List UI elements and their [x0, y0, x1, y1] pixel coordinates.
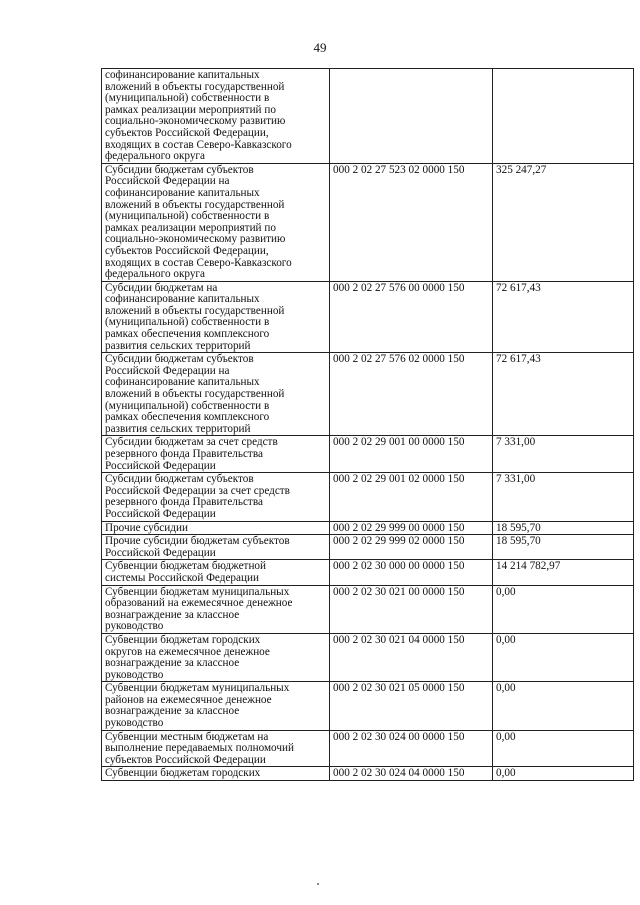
budget-code-cell: 000 2 02 30 024 04 0000 150	[330, 767, 493, 781]
amount-cell: 0,00	[493, 682, 634, 730]
table-row	[102, 436, 634, 473]
table-row	[102, 535, 634, 560]
amount-cell: 0,00	[493, 730, 634, 767]
table-row	[102, 163, 634, 281]
table-row	[102, 69, 634, 164]
budget-code-cell	[330, 69, 493, 164]
table-row	[102, 521, 634, 535]
budget-code-cell: 000 2 02 30 021 05 0000 150	[330, 682, 493, 730]
revenue-name-cell: Субвенции бюджетам муниципальных образований на ежемесячное денежное вознаграждение за классное руководство	[102, 585, 330, 633]
table-row	[102, 585, 634, 633]
budget-revenue-table	[101, 68, 634, 781]
amount-cell: 7 331,00	[493, 473, 634, 521]
budget-code-cell: 000 2 02 29 001 00 0000 150	[330, 436, 493, 473]
amount-cell: 325 247,27	[493, 163, 634, 281]
revenue-name-cell: Субвенции бюджетам бюджетной системы Российской Федерации	[102, 560, 330, 585]
table-row	[102, 281, 634, 353]
revenue-name-cell: Субвенции бюджетам городских округов на ежемесячное денежное вознаграждение за классное руководство	[102, 633, 330, 681]
revenue-name-cell: Субвенции бюджетам городских	[102, 767, 330, 781]
scan-speck	[317, 883, 319, 885]
budget-code-cell: 000 2 02 27 576 00 0000 150	[330, 281, 493, 353]
budget-code-cell: 000 2 02 29 999 00 0000 150	[330, 521, 493, 535]
amount-cell: 72 617,43	[493, 353, 634, 436]
budget-code-cell: 000 2 02 30 021 04 0000 150	[330, 633, 493, 681]
budget-code-cell: 000 2 02 29 001 02 0000 150	[330, 473, 493, 521]
budget-code-cell: 000 2 02 27 576 02 0000 150	[330, 353, 493, 436]
budget-code-cell: 000 2 02 30 024 00 0000 150	[330, 730, 493, 767]
budget-code-cell: 000 2 02 30 021 00 0000 150	[330, 585, 493, 633]
amount-cell: 72 617,43	[493, 281, 634, 353]
budget-code-cell: 000 2 02 29 999 02 0000 150	[330, 535, 493, 560]
table-row	[102, 473, 634, 521]
revenue-name-cell: Субсидии бюджетам субъектов Российской Федерации за счет средств резервного фонда Правительства Российской Федерации	[102, 473, 330, 521]
revenue-name-cell: Субсидии бюджетам за счет средств резервного фонда Правительства Российской Федерации	[102, 436, 330, 473]
table-row	[102, 682, 634, 730]
amount-cell: 18 595,70	[493, 535, 634, 560]
amount-cell: 0,00	[493, 767, 634, 781]
table-row	[102, 353, 634, 436]
amount-cell: 18 595,70	[493, 521, 634, 535]
table-row	[102, 730, 634, 767]
revenue-name-cell: Субвенции бюджетам муниципальных районов на ежемесячное денежное вознаграждение за классное руководство	[102, 682, 330, 730]
table-row	[102, 633, 634, 681]
page-number: 49	[313, 40, 327, 55]
table-row	[102, 767, 634, 781]
revenue-name-cell: софинансирование капитальных вложений в объекты государственной (муниципальной) собственности в рамках реализации мероприятий по социально-экономическому развитию субъектов Российской Федерации, входящих в состав Северо-Кавказского федерального округа	[102, 69, 330, 164]
revenue-name-cell: Субсидии бюджетам субъектов Российской Федерации на софинансирование капитальных вложений в объекты государственной (муниципальной) собственности в рамках реализации мероприятий по социально-экономическому развитию субъектов Российской Федерации, входящих в состав Северо-Кавказского федерального округа	[102, 163, 330, 281]
revenue-name-cell: Прочие субсидии бюджетам субъектов Российской Федерации	[102, 535, 330, 560]
amount-cell: 7 331,00	[493, 436, 634, 473]
revenue-name-cell: Субсидии бюджетам субъектов Российской Федерации на софинансирование капитальных вложений в объекты государственной (муниципальной) собственности в рамках обеспечения комплексного развития сельских территорий	[102, 353, 330, 436]
revenue-name-cell: Прочие субсидии	[102, 521, 330, 535]
revenue-name-cell: Субвенции местным бюджетам на выполнение передаваемых полномочий субъектов Российской Федерации	[102, 730, 330, 767]
amount-cell	[493, 69, 634, 164]
amount-cell: 14 214 782,97	[493, 560, 634, 585]
budget-code-cell: 000 2 02 27 523 02 0000 150	[330, 163, 493, 281]
amount-cell: 0,00	[493, 633, 634, 681]
revenue-name-cell: Субсидии бюджетам на софинансирование капитальных вложений в объекты государственной (муниципальной) собственности в рамках обеспечения комплексного развития сельских территорий	[102, 281, 330, 353]
table-row	[102, 560, 634, 585]
amount-cell: 0,00	[493, 585, 634, 633]
budget-code-cell: 000 2 02 30 000 00 0000 150	[330, 560, 493, 585]
